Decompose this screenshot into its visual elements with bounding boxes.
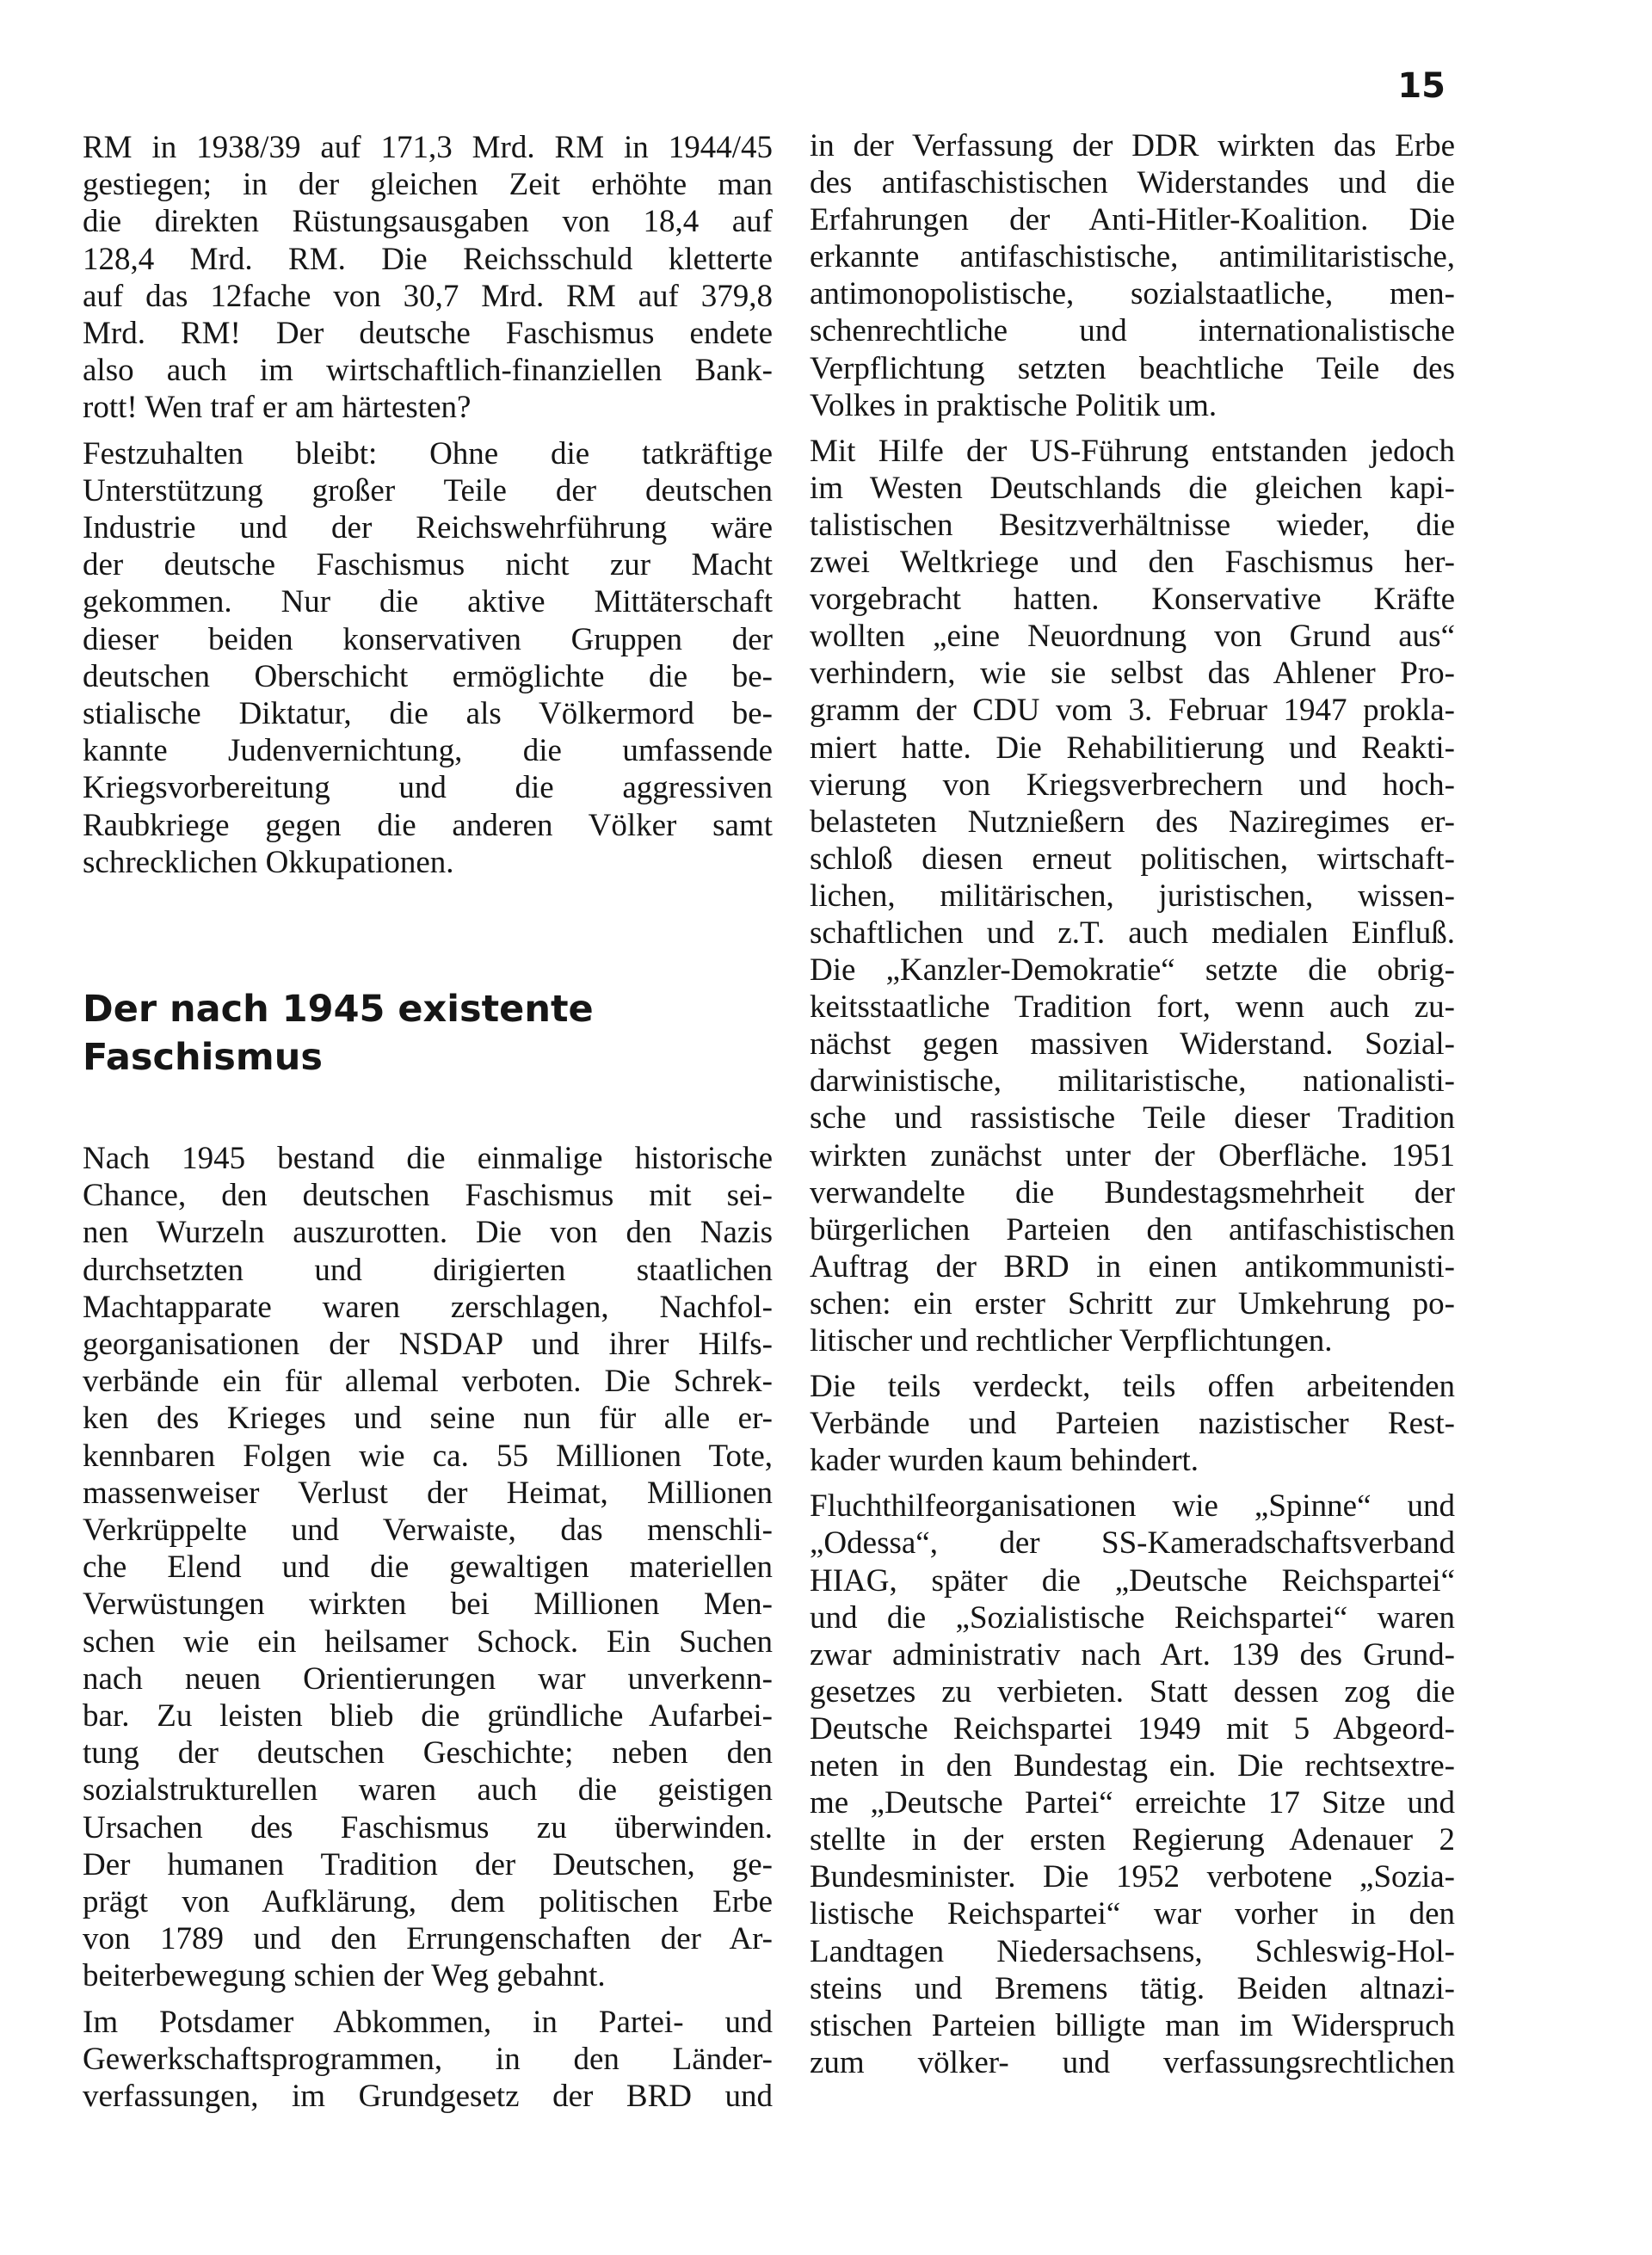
text-line: Unterstützung großer Teile der deutschen <box>83 472 773 508</box>
text-line: Verpflichtung setzten beachtliche Teile des <box>810 350 1455 386</box>
text-line: Verkrüppelte und Verwaiste, das menschli- <box>83 1513 773 1549</box>
text-line: zwei Weltkriege und den Faschismus her- <box>810 545 1455 581</box>
text-line: Im Potsdamer Abkommen, in Partei- und <box>83 2004 773 2040</box>
text-line: auf das 12fache von 30,7 Mrd. RM auf 379,8 <box>83 278 773 314</box>
text-line: vierung von Kriegsverbrechern und hoch- <box>810 767 1455 803</box>
right-paragraph-1 <box>810 127 1455 424</box>
text-line: schen wie ein heilsamer Schock. Ein Suchen <box>83 1623 773 1660</box>
text-line: durchsetzten und dirigierten staatlichen <box>83 1252 773 1288</box>
text-line: Fluchthilfeorganisationen wie „Spinne“ und <box>810 1488 1455 1525</box>
text-line: Nach 1945 bestand die einmalige historische <box>83 1141 773 1176</box>
text-line: von 1789 und den Errungenschaften der Ar- <box>83 1921 773 1957</box>
text-line: gestiegen; in der gleichen Zeit erhöhte man <box>83 167 773 203</box>
text-line: Auftrag der BRD in einen antikommunisti- <box>810 1248 1455 1285</box>
text-line: verhindern, wie sie selbst das Ahlener Pro- <box>810 656 1455 692</box>
text-line: litischer und rechtlicher Verpflichtungen. <box>810 1323 1333 1359</box>
text-line: gekommen. Nur die aktive Mittäterschaft <box>83 584 773 620</box>
text-line: tung der deutschen Geschichte; neben den <box>83 1735 773 1771</box>
text-line: deutschen Oberschicht ermöglichte die be- <box>83 658 773 694</box>
text-line: Festzuhalten bleibt: Ohne die tatkräftige <box>83 435 773 471</box>
left-column-lower <box>83 1140 773 2123</box>
right-paragraph-4 <box>810 1488 1455 2081</box>
text-line: che Elend und die gewaltigen materiellen <box>83 1550 773 1586</box>
heading-line: Der nach 1945 existente <box>83 988 594 1031</box>
text-line: schen: ein erster Schritt zur Umkehrung po- <box>810 1285 1455 1322</box>
text-line: lichen, militärischen, juristischen, wissen- <box>810 878 1455 914</box>
text-line: erkannte antifaschistische, antimilitaristische, <box>810 239 1455 275</box>
text-line: kader wurden kaum behindert. <box>810 1443 1199 1479</box>
text-line: Landtagen Niedersachsens, Schleswig-Hol- <box>810 1933 1455 1969</box>
text-line: die direkten Rüstungsausgaben von 18,4 auf <box>83 204 773 240</box>
text-line: zum völker- und verfassungsrechtlichen <box>810 2044 1455 2080</box>
text-line: Kriegsvorbereitung und die aggressiven <box>83 770 773 806</box>
text-line: Erfahrungen der Anti-Hitler-Koalition. Die <box>810 202 1455 238</box>
text-line: schenrechtliche und internationalistische <box>810 313 1455 349</box>
text-line: Verwüstungen wirkten bei Millionen Men- <box>83 1587 773 1623</box>
text-line: „Odessa“, der SS-Kameradschaftsverband <box>810 1525 1455 1562</box>
text-line: stialische Diktatur, die als Völkermord be- <box>83 696 773 732</box>
text-line: steins und Bremens tätig. Beiden altnazi- <box>810 1970 1455 2006</box>
text-line: Volkes in praktische Politik um. <box>810 387 1217 423</box>
text-line: verwandelte die Bundestagsmehrheit der <box>810 1174 1455 1211</box>
left-paragraph-4 <box>83 2004 773 2116</box>
text-line: also auch im wirtschaftlich-finanziellen Bank- <box>83 353 773 389</box>
text-line: miert hatte. Die Rehabilitierung und Reakti- <box>810 730 1455 766</box>
text-line: 128,4 Mrd. RM. Die Reichsschuld kletterte <box>83 241 773 277</box>
right-paragraph-2 <box>810 433 1455 1359</box>
text-line: listische Reichspartei“ war vorher in den <box>810 1896 1455 1932</box>
text-line: antimonopolistische, sozialstaatliche, men- <box>810 276 1455 312</box>
text-line: schloß diesen erneut politischen, wirtschaft- <box>810 841 1455 877</box>
text-line: nächst gegen massiven Widerstand. Sozial- <box>810 1026 1455 1063</box>
heading-line: Faschismus <box>83 1036 323 1079</box>
text-line: rott! Wen traf er am härtesten? <box>83 390 472 426</box>
left-column <box>83 129 773 890</box>
text-line: Ursachen des Faschismus zu überwinden. <box>83 1809 773 1845</box>
text-line: Deutsche Reichspartei 1949 mit 5 Abgeord- <box>810 1710 1455 1747</box>
text-line: zwar administrativ nach Art. 139 des Grund- <box>810 1636 1455 1673</box>
text-line: Gewerkschaftsprogrammen, in den Länder- <box>83 2041 773 2077</box>
text-line: stellte in der ersten Regierung Adenauer 2 <box>810 1822 1455 1858</box>
text-line: me „Deutsche Partei“ erreichte 17 Sitze und <box>810 1785 1455 1821</box>
text-line: bürgerlichen Parteien den antifaschistischen <box>810 1211 1455 1248</box>
text-line: dieser beiden konservativen Gruppen der <box>83 621 773 657</box>
section-heading <box>83 985 771 1081</box>
text-line: talistischen Besitzverhältnisse wieder, die <box>810 507 1455 543</box>
text-line: sche und rassistische Teile dieser Tradition <box>810 1100 1455 1137</box>
text-line: wirkten zunächst unter der Oberfläche. 1951 <box>810 1137 1455 1174</box>
right-paragraph-3 <box>810 1368 1455 1479</box>
text-line: Mrd. RM! Der deutsche Faschismus endete <box>83 316 773 352</box>
text-line: bar. Zu leisten blieb die gründliche Aufarbei- <box>83 1698 773 1734</box>
text-line: verbände ein für allemal verboten. Die Schrek- <box>83 1364 773 1400</box>
text-line: kannte Judenvernichtung, die umfassende <box>83 733 773 769</box>
text-line: Industrie und der Reichswehrführung wäre <box>83 510 773 546</box>
text-line: beiterbewegung schien der Weg gebahnt. <box>83 1958 606 1994</box>
text-line: Mit Hilfe der US-Führung entstanden jedoch <box>810 433 1455 469</box>
text-line: und die „Sozialistische Reichspartei“ waren <box>810 1599 1455 1636</box>
text-line: Chance, den deutschen Faschismus mit sei- <box>83 1178 773 1214</box>
text-line: keitsstaatliche Tradition fort, wenn auch zu- <box>810 989 1455 1026</box>
text-line: sozialstrukturellen waren auch die geistigen <box>83 1772 773 1808</box>
text-line: belasteten Nutznießern des Naziregimes er- <box>810 804 1455 840</box>
text-line: schaftlichen und z.T. auch medialen Einfluß. <box>810 915 1455 951</box>
text-line: prägt von Aufklärung, dem politischen Erbe <box>83 1884 773 1920</box>
text-line: stischen Parteien billigte man im Widerspruch <box>810 2007 1455 2043</box>
text-line: gesetzes zu verbieten. Statt dessen zog die <box>810 1673 1455 1710</box>
text-line: im Westen Deutschlands die gleichen kapi- <box>810 470 1455 506</box>
text-line: neten in den Bundestag ein. Die rechtsextre- <box>810 1748 1455 1784</box>
text-line: gramm der CDU vom 3. Februar 1947 prokla- <box>810 693 1455 729</box>
text-line: nach neuen Orientierungen war unverkenn- <box>83 1660 773 1697</box>
page-number: 15 <box>1397 66 1446 106</box>
text-line: georganisationen der NSDAP und ihrer Hilfs- <box>83 1327 773 1363</box>
text-line: Der humanen Tradition der Deutschen, ge- <box>83 1846 773 1882</box>
text-line: HIAG, später die „Deutsche Reichspartei“ <box>810 1562 1455 1599</box>
text-line: in der Verfassung der DDR wirkten das Erbe <box>810 128 1455 163</box>
text-line: RM in 1938/39 auf 171,3 Mrd. RM in 1944/45 <box>83 130 773 165</box>
left-paragraph-2 <box>83 435 773 881</box>
text-line: wollten „eine Neuordnung von Grund aus“ <box>810 619 1455 655</box>
text-line: verfassungen, im Grundgesetz der BRD und <box>83 2079 773 2115</box>
left-paragraph-1 <box>83 129 773 427</box>
text-line: nen Wurzeln auszurotten. Die von den Nazis <box>83 1215 773 1251</box>
text-line: des antifaschistischen Widerstandes und die <box>810 165 1455 201</box>
right-column <box>810 127 1455 2090</box>
text-line: darwinistische, militaristische, nationalisti- <box>810 1063 1455 1100</box>
text-line: der deutsche Faschismus nicht zur Macht <box>83 547 773 583</box>
text-line: Bundesminister. Die 1952 verbotene „Sozia- <box>810 1859 1455 1895</box>
text-line: kennbaren Folgen wie ca. 55 Millionen Tote, <box>83 1438 773 1474</box>
text-line: ken des Krieges und seine nun für alle er- <box>83 1401 773 1437</box>
text-line: Verbände und Parteien nazistischer Rest- <box>810 1406 1455 1442</box>
text-line: schrecklichen Okkupationen. <box>83 844 454 880</box>
left-paragraph-3 <box>83 1140 773 1995</box>
text-line: Die teils verdeckt, teils offen arbeitenden <box>810 1369 1455 1405</box>
text-line: Raubkriege gegen die anderen Völker samt <box>83 807 773 843</box>
text-line: vorgebracht hatten. Konservative Kräfte <box>810 582 1455 618</box>
text-line: massenweiser Verlust der Heimat, Millionen <box>83 1475 773 1511</box>
text-line: Die „Kanzler-Demokratie“ setzte die obrig- <box>810 952 1455 989</box>
text-line: Machtapparate waren zerschlagen, Nachfol- <box>83 1289 773 1325</box>
